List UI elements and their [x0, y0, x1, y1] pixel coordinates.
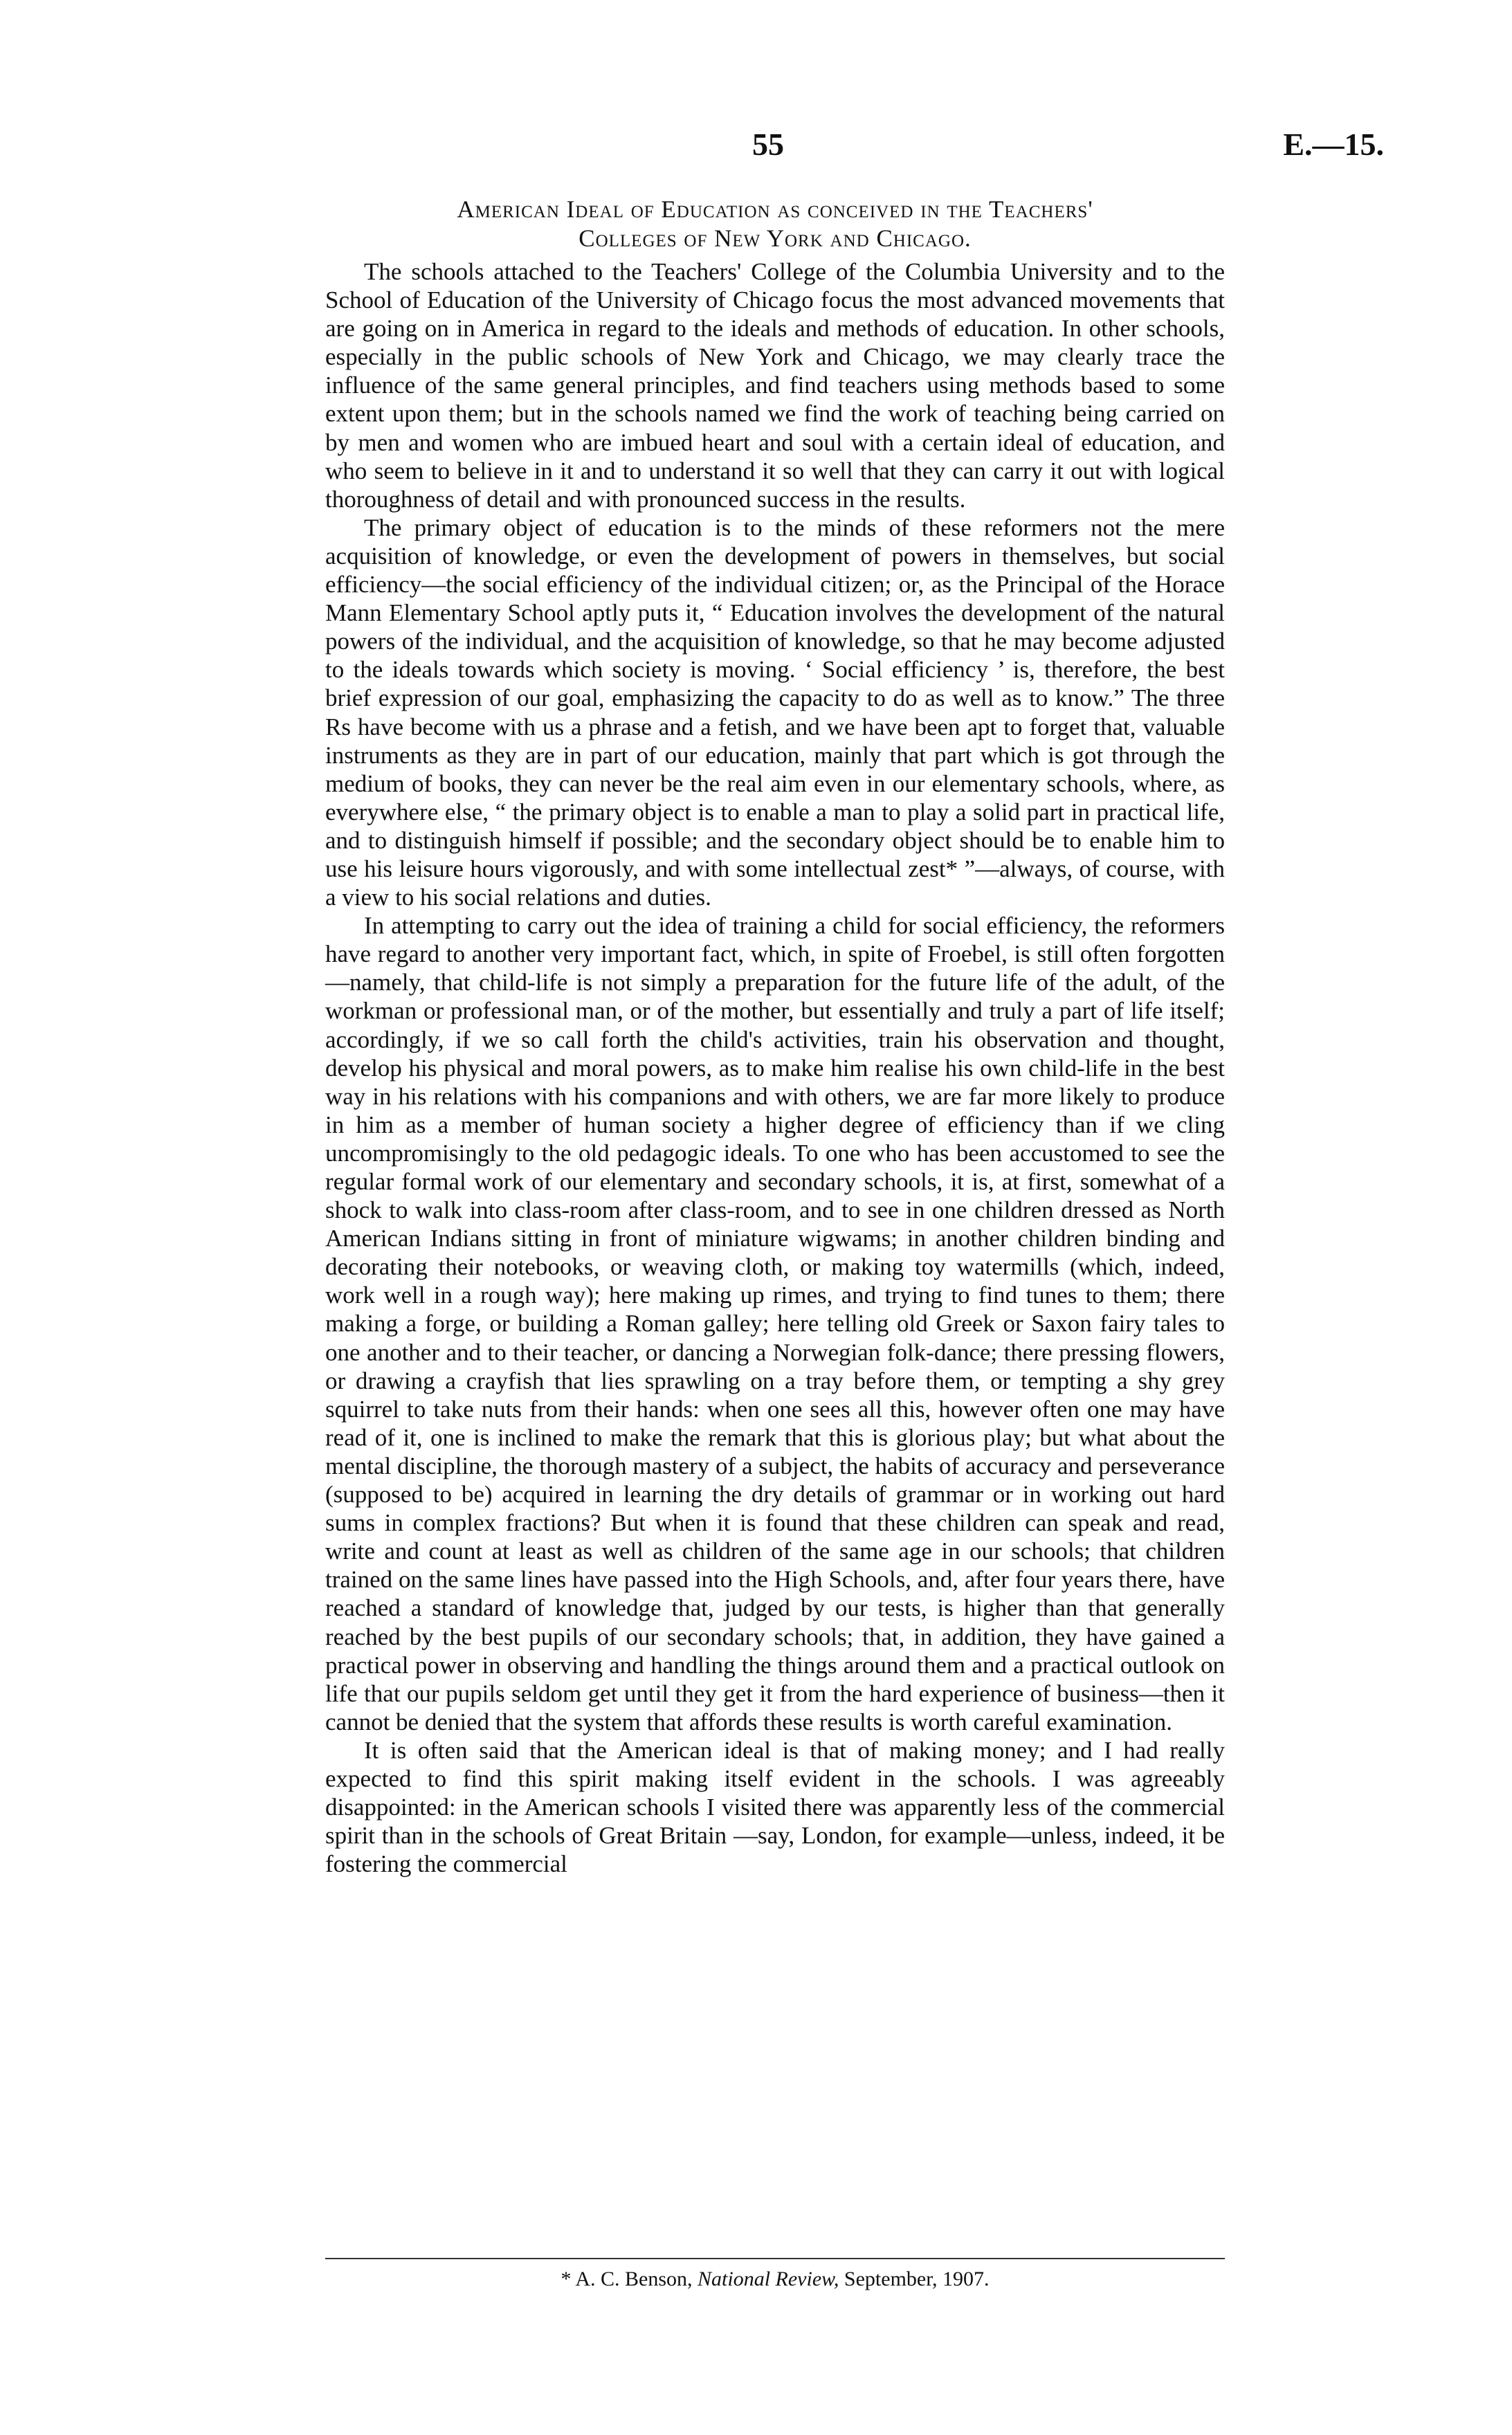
body-text	[325, 257, 1225, 1878]
paragraph: The primary object of education is to the minds of these reformers not the mere acquisition of knowledge, or even the development of powers in themselves, but social efficiency—the social efficiency of the individual citizen; or, as the Principal of the Horace Mann Elementary School aptly puts it, “ Education involves the development of the natural powers of the individual, and the acquisition of knowledge, so that he may become adjusted to the ideals towards which society is moving. ‘ Social efficiency ’ is, therefore, the best brief expression of our goal, emphasizing the capacity to do as well as to know.” The three Rs have become with us a phrase and a fetish, and we have been apt to forget that, valuable instruments as they are in part of our education, mainly that part which is got through the medium of books, they can never be the real aim even in our elementary schools, where, as everywhere else, “ the primary object is to enable a man to play a solid part in practical life, and to distinguish himself if possible; and the secondary object should be to enable him to use his leisure hours vigorously, and with some intellectual zest* ”—always, of course, with a view to his social relations and duties.	[325, 513, 1225, 911]
heading-line-2: Colleges of New York and Chicago.	[579, 225, 972, 252]
paragraph: It is often said that the American ideal is that of making money; and I had really expected to find this spirit making itself evident in the schools. I was agreeably disappointed: in the American schools I visited there was apparently less of the commercial spirit than in the schools of Great Britain —say, London, for example—unless, indeed, it be fostering the commercial	[325, 1736, 1225, 1878]
footnote-author: * A. C. Benson,	[561, 2268, 693, 2290]
paragraph: The schools attached to the Teachers' College of the Columbia University and to the School of Education of the University of Chicago focus the most advanced movements that are going on in America in regard to the ideals and methods of education. In other schools, especially in the public schools of New York and Chicago, we may clearly trace the influence of the same general principles, and find teachers using methods based to some extent upon them; but in the schools named we find the work of teaching being carried on by men and women who are imbued heart and soul with a certain ideal of education, and who seem to believe in it and to understand it so well that they can carry it out with logical thoroughness of detail and with pronounced success in the results.	[325, 258, 1225, 513]
paragraph: In attempting to carry out the idea of training a child for social efficiency, the reformers have regard to another very important fact, which, in spite of Froebel, is still often forgotten—namely, that child-life is not simply a preparation for the future life of the adult, of the workman or professional man, or of the mother, but essentially and truly a part of life itself; accordingly, if we so call forth the child's activities, train his observation and thought, develop his physical and moral powers, as to make him realise his own child-life in the best way in his relations with his companions and with others, we are far more likely to produce in him as a member of human society a higher degree of efficiency than if we cling uncompromisingly to the old pedagogic ideals. To one who has been accustomed to see the regular formal work of our elementary and secondary schools, it is, at first, somewhat of a shock to walk into class-room after class-room, and to see in one children dressed as North American Indians sitting in front of miniature wigwams; in another children binding and decorating their notebooks, or weaving cloth, or making toy watermills (which, indeed, work well in a rough way); here making up rimes, and trying to find tunes to them; there making a forge, or building a Roman galley; here telling old Greek or Saxon fairy tales to one another and to their teacher, or dancing a Norwegian folk-dance; there pressing flowers, or drawing a crayfish that lies sprawling on a tray before them, or tempting a shy grey squirrel to take nuts from their hands: when one sees all this, however often one may have read of it, one is inclined to make the remark that this is glorious play; but what about the mental discipline, the thorough mastery of a subject, the habits of accuracy and perseverance (supposed to be) acquired in learning the dry details of grammar or in working out hard sums in complex fractions? But when it is found that these children can speak and read, write and count at least as well as children of the same age in our schools; that children trained on the same lines have passed into the High Schools, and, after four years there, have reached a standard of knowledge that, judged by our tests, is higher than that generally reached by the best pupils of our secondary schools; that, in addition, they have gained a practical power in observing and handling the things around them and a practical outlook on life that our pupils seldom get until they get it from the hard experience of business—then it cannot be denied that the system that affords these results is worth careful examination.	[325, 912, 1225, 1735]
footnote-divider	[325, 2258, 1225, 2259]
footnote	[325, 2266, 1225, 2292]
footnote-date: September, 1907.	[844, 2268, 990, 2290]
document-reference: E.—15.	[1283, 127, 1384, 162]
footnote-source: National Review,	[698, 2268, 839, 2290]
heading-line-1: American Ideal of Education as conceived in the Teachers'	[457, 196, 1093, 223]
section-heading	[325, 195, 1225, 253]
page-number: 55	[752, 127, 784, 162]
